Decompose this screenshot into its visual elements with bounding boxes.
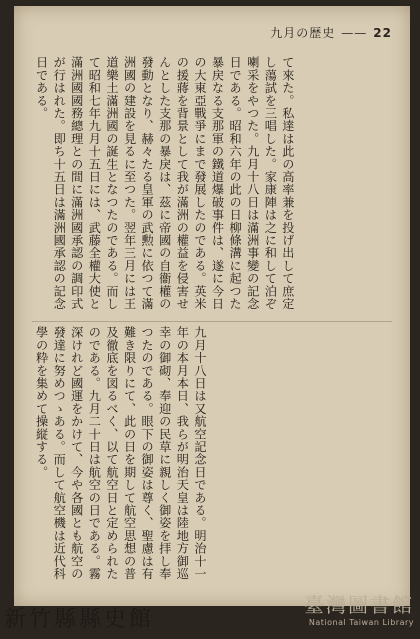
section-divider [32, 321, 392, 322]
chapter-title: 九月の歴史 [270, 26, 336, 40]
upper-text-block: て來た。私達は此の高率兼を投げ出して庶定し蕩試を三唱した。家康陣は之に和して泊ぞ喇采をやつた。九月十八日は滿洲事變の記念日である。昭和六年の此の日柳條溝に起つた暴戻なる支那軍の鐵道爆破事件は、遂に今日の大東亞戰爭にまで發展したのである。英米の援蔣を背景として我が滿洲の權益を侵害せんとした支那の暴戾は、茲に帝國の自衞權の發動となり、赫々たる皇軍の武勲に依つて滿洲國の建設を見るに至つた。翌年三月には王道樂土滿洲國の誕生となつたのである。而して昭和七年九月十五日には、武藤全權大使と滿洲國國務總理との間に滿洲國承認の調印式が行はれた。即ち十五日は滿洲國承認の記念日である。 [34, 56, 295, 310]
text-area [32, 56, 392, 586]
watermark-title: 臺灣圖書館 [304, 593, 414, 617]
library-watermark [224, 589, 414, 627]
page-number: 22 [373, 26, 392, 40]
document-page [14, 6, 410, 606]
page-header [270, 24, 392, 41]
library-stamp: 新竹縣縣史館 [4, 607, 155, 632]
watermark-subtitle: National Taiwan Library [308, 618, 414, 627]
header-dash: —— [341, 26, 368, 40]
lower-text-block: 九月十八日は又航空記念日である。明治十一年の本月本日、我らが明治天皇は陸地方御巡幸の御砌、奉迎の民草に親しく御姿を拝し奉つたのである。眼下の御姿は尊く、聖慮は有難き限りにて、此の日を期して航空思想の普及徹底を図るべく、以て航空日と定められたのである。九月二十日は航空の日である。霧深けれど國運をかけて、今や各國とも航空の發達に努めつゝある。而して航空機は近代科學の粋を集めて操縦する。 [34, 326, 207, 580]
